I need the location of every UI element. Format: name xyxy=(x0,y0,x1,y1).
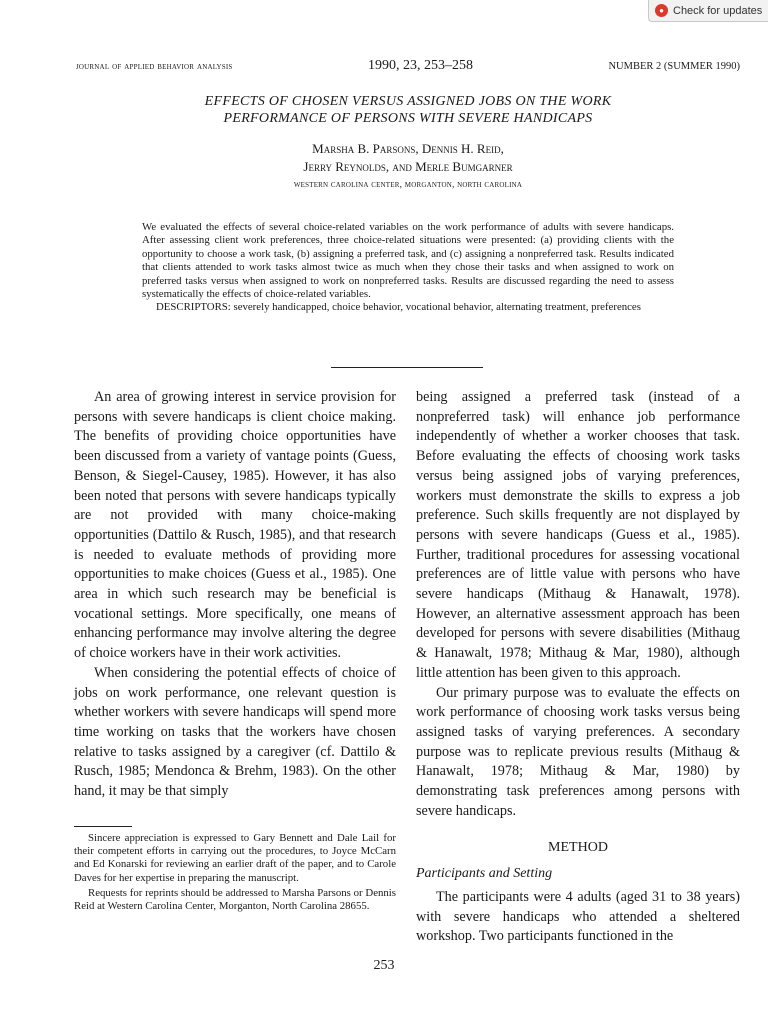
journal-name: journal of applied behavior analysis xyxy=(76,61,233,72)
paragraph: An area of growing interest in service provision for persons with severe handicaps is client choice making. The benefits of providing choice opportunities have been discussed from a variety of vantage points (Guess, Benson, & Siegel-Causey, 1985). However, it has also been noted that persons with severe handicaps typically are not provided with many choice-making opportunities (Dattilo & Rusch, 1985), and that research is needed to evaluate methods of providing more opportunities to make choices (Guess et al., 1985). One area in which such research may be beneficial is vocational settings. More specifically, one means of enhancing performance may involve altering the degree of choice workers have in their work activities. xyxy=(74,389,396,662)
authors-line-2: Jerry Reynolds, and Merle Bumgarner xyxy=(303,159,513,174)
paragraph: being assigned a preferred task (instead of a nonpreferred task) will enhance job performance independently of whether a worker chooses that task. Before evaluating the effects of choosing work tasks versus being assigned jobs of varying preferences, workers must demonstrate the skills to express a job preference. Such skills frequently are not displayed by persons with severe handicaps (Guess et al., 1985). Further, traditional procedures for assessing vocational preferences are of little value with persons who have severe handicaps (Mithaug & Hanawalt, 1978). However, an alternative assessment approach has been developed for persons with severe disabilities (Mithaug & Hanawalt, 1978; Mithaug & Mar, 1980), although little attention has been given to this approach. xyxy=(416,389,740,681)
left-column xyxy=(74,388,396,802)
right-column-continued xyxy=(416,888,740,947)
method-heading: METHOD xyxy=(548,840,608,855)
page-number: 253 xyxy=(373,958,395,973)
descriptors: DESCRIPTORS: severely handicapped, choice behavior, vocational behavior, alternating treatment, preferences xyxy=(156,301,641,314)
citation: 1990, 23, 253–258 xyxy=(367,58,473,73)
paragraph: When considering the potential effects of choice of jobs on work performance, one relevant question is whether workers with severe handicaps will spend more time working on tasks that the workers have chosen relative to tasks assigned by a caregiver (cf. Dattilo & Rusch, 1985; Mendonca & Brehm, 1983). On the other hand, it may be that simply xyxy=(74,664,396,800)
section-divider xyxy=(331,367,483,368)
footnote: Requests for reprints should be addressed to Marsha Parsons or Dennis Reid at Western Carolina Center, Morganton, North Carolina 28655. xyxy=(74,886,396,913)
check-updates-icon: ● xyxy=(655,4,668,17)
participants-subheading: Participants and Setting xyxy=(416,866,553,881)
right-column xyxy=(416,388,740,821)
paragraph: The participants were 4 adults (aged 31 to 38 years) with severe handicaps who attended a sheltered workshop. Two participants functioned in the xyxy=(416,889,740,945)
abstract xyxy=(142,221,674,315)
authors-line-1: Marsha B. Parsons, Dennis H. Reid, xyxy=(312,141,504,156)
running-header xyxy=(76,58,740,76)
footnotes xyxy=(74,832,396,915)
article-title xyxy=(76,93,740,127)
footnote-divider xyxy=(74,826,132,827)
footnote: Sincere appreciation is expressed to Gary Bennett and Dale Lail for their competent efforts in carrying out the procedures, to Joyce McCarn and Ed Konarski for reviewing an earlier draft of the paper, and to Carole Daves for her expertise in preparing the manuscript. xyxy=(74,832,396,884)
title-line-2: PERFORMANCE OF PERSONS WITH SEVERE HANDICAPS xyxy=(223,111,593,126)
title-line-1: EFFECTS OF CHOSEN VERSUS ASSIGNED JOBS ON THE WORK xyxy=(204,94,612,109)
authors xyxy=(76,140,740,176)
issue-info: NUMBER 2 (SUMMER 1990) xyxy=(608,61,740,72)
check-for-updates-button[interactable] xyxy=(648,0,768,22)
abstract-text: We evaluated the effects of several choice-related variables on the work performance of adults with severe handicaps. After assessing client work preferences, three choice-related situations were presented: (a) providing clients with the opportunity to choose a work task, (b) assigning a preferred task, and (c) assigning a nonpreferred task. Results indicated that clients attended to work tasks almost twice as much when they chose their tasks and when assigned to work on preferred tasks versus when assigned to work on nonpreferred tasks. Results are discussed regarding the need to assess systematically the effects of choice-related variables. xyxy=(142,221,674,301)
affiliation: western carolina center, morganton, north carolina xyxy=(293,180,523,190)
paragraph: Our primary purpose was to evaluate the effects on work performance of choosing work tasks versus being assigned tasks of varying preferences. A secondary purpose was to replicate previous results (Mithaug & Hanawalt, 1978; Mithaug & Mar, 1980) by demonstrating task preferences among persons with severe handicaps. xyxy=(416,684,740,819)
check-for-updates-label: Check for updates xyxy=(673,4,763,17)
